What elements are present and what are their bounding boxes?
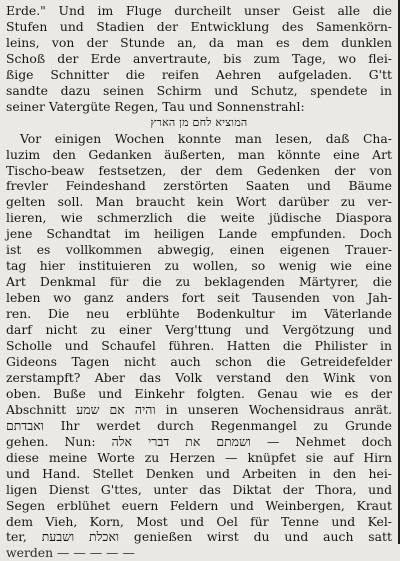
article-line: Scholle und Schaufel führen. Hatten die Philister in: [6, 338, 392, 354]
article-line: ren. Die neu erblühte Bodenkultur im Väterlande: [6, 306, 392, 322]
article-line: seiner Vatergüte Regen, Tau und Sonnenstrahl:: [6, 98, 305, 114]
article-line: Tischo-beaw festsetzen, der dem Gedenken der von: [6, 162, 392, 178]
article-line: Abschnitt והיה אם שמע in unseren Wochensidraus anrät.: [6, 401, 393, 417]
article-line: Schoß der Erde anvertraute, bis zum Tage, wo flei-: [6, 50, 392, 66]
article-line: ter, ואכלת ושבעת genießen wirst du und auch satt: [6, 529, 393, 545]
article-line: gehen. Nun: ושמתם את דברי אלה — Nehmet doch: [6, 433, 392, 449]
article-line: Vor einigen Wochen konnte man lesen, daß Cha-: [20, 130, 392, 146]
article-line: leins, von der Stunde an, da man es dem dunklen: [6, 34, 392, 50]
article-line: Segen erblühet euern Feldern und Weinbergen, Kraut: [6, 497, 392, 513]
article-line: und Hand. Stellet Denken und Arbeiten in den hei-: [6, 465, 392, 481]
article-line: Gideons Tagen nicht auch schon die Getreidefelder: [6, 353, 392, 369]
article-line: frevler Feindeshand zerstörten Saaten und Bäume: [6, 178, 392, 194]
hebrew-quote: המוציא לחם מן הארץ: [150, 115, 248, 129]
article-line: gelten soll. Man braucht kein Wort darüber zu ver-: [6, 194, 392, 210]
article-line: zerstampft? Aber das Volk verstand den Wink von: [6, 369, 392, 385]
article-line: oben. Buße und Einkehr folgten. Genau wie es der: [6, 385, 392, 401]
article-line: luzim den Gedanken äußerten, man könnte eine Art: [6, 146, 392, 162]
article-column: [6, 3, 392, 561]
article-line: werden — — — — —: [6, 545, 135, 561]
article-line: sandte dazu seinen Schirm und Schutz, spendete in: [6, 82, 392, 98]
article-line: lieren, wie schmerzlich die weite jüdische Diaspora: [6, 210, 392, 226]
article-line: Art Denkmal für die zu beklagenden Märtyrer, die: [6, 274, 392, 290]
article-line: dem Vieh, Korn, Most und Oel für Tenne und Kel-: [6, 513, 392, 529]
article-line: jene Schandtat im heiligen Lande empfunden. Doch: [6, 226, 392, 242]
article-line: darf nicht zu einer Verg'ttung und Vergötzung und: [6, 322, 392, 338]
article-line: Stufen und Stadien der Entwicklung des Samenkörn-: [6, 18, 392, 34]
article-line: ואבדתם Ihr werdet durch Regenmangel zu Grunde: [6, 417, 392, 433]
article-line: diese meine Worte zu Herzen — knüpfet sie auf Hirn: [6, 449, 392, 465]
article-line: leben wo ganz anders fort seit Tausenden von Jah-: [6, 290, 392, 306]
article-line: ist es vollkommen abwegig, einen eigenen Trauer-: [6, 242, 392, 258]
article-line: Erde." Und im Fluge durcheilt unser Geist alle die: [6, 3, 392, 18]
article-line: ßige Schnitter die reifen Aehren aufgeladen. G'tt: [6, 66, 392, 82]
article-line: tag hier instituieren zu wollen, so wenig wie eine: [6, 258, 392, 274]
article-line: ligen Dienst G'ttes, unter das Diktat der Thora, und: [6, 481, 392, 497]
